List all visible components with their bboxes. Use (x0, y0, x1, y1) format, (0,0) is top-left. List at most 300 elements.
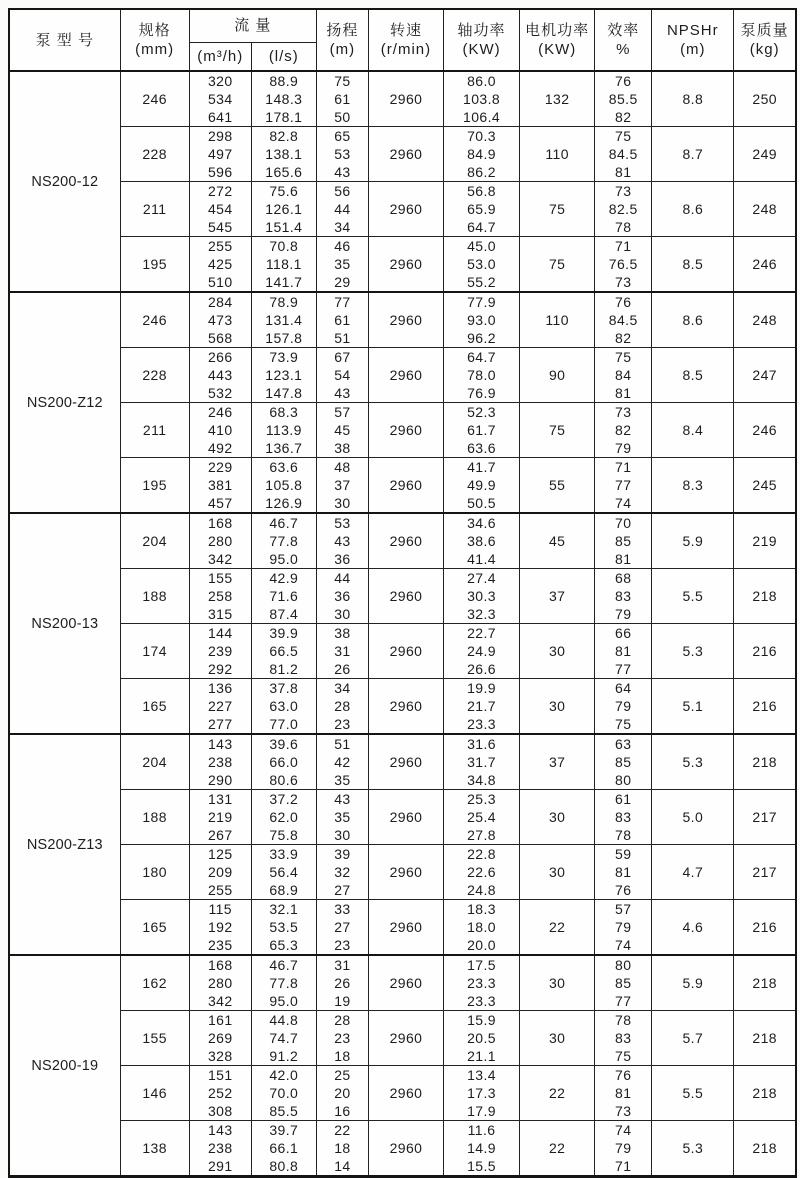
value-line: 267 (207, 827, 233, 843)
value-line: 59 (615, 846, 632, 862)
flow-m3h-cell (189, 513, 251, 569)
motor-power-cell: 22 (520, 900, 595, 956)
motor-power-cell: 110 (520, 292, 595, 348)
value-line: 147.8 (265, 385, 303, 401)
value-line: 26 (334, 661, 351, 677)
speed-cell: 2960 (368, 900, 443, 956)
value-line: 492 (207, 440, 233, 456)
value-line: 71 (615, 238, 632, 254)
value-line: 79 (615, 440, 632, 456)
value-line: 290 (207, 772, 233, 788)
value-line: 71.6 (269, 588, 299, 604)
motor-power-cell: 22 (520, 1066, 595, 1121)
speed-cell: 2960 (368, 569, 443, 624)
mass-cell: 218 (734, 955, 796, 1011)
value-line: 85 (615, 975, 632, 991)
spec-row (9, 127, 796, 182)
value-line: 64.7 (467, 349, 496, 365)
value-line: 136 (207, 680, 233, 696)
motor-power-cell: 132 (520, 71, 595, 127)
value-line: 76 (615, 294, 632, 310)
spec-cell: 204 (120, 734, 189, 790)
mass-cell: 250 (734, 71, 796, 127)
value-line: 17.3 (467, 1085, 496, 1101)
speed-cell: 2960 (368, 1066, 443, 1121)
motor-power-cell: 75 (520, 237, 595, 293)
spec-row (9, 71, 796, 127)
efficiency-cell (595, 403, 652, 458)
flow-m3h-cell (189, 900, 251, 956)
col-header-shaft-power (444, 9, 520, 71)
shaft-power-cell (444, 1066, 520, 1121)
value-line: 43 (334, 164, 351, 180)
value-line: 14.9 (467, 1140, 496, 1156)
value-line: 27.4 (467, 570, 496, 586)
flow-ls-cell (251, 348, 316, 403)
value-line: 80.8 (269, 1158, 299, 1174)
flow-ls-cell (251, 71, 316, 127)
value-line: 74.7 (269, 1030, 299, 1046)
value-line: 44 (334, 570, 351, 586)
speed-cell: 2960 (368, 348, 443, 403)
flow-m3h-cell (189, 1066, 251, 1121)
value-line: 43 (334, 385, 351, 401)
value-line: 35 (334, 772, 351, 788)
value-line: 246 (207, 404, 233, 420)
value-line: 65.9 (467, 201, 496, 217)
value-line: 168 (207, 957, 233, 973)
flow-ls-cell (251, 900, 316, 956)
value-line: 70.0 (269, 1085, 299, 1101)
value-line: 31.6 (467, 736, 496, 752)
spec-row (9, 624, 796, 679)
value-line: 43 (334, 533, 351, 549)
npshr-cell: 8.6 (652, 182, 734, 237)
motor-power-cell: 110 (520, 127, 595, 182)
value-line: 50 (334, 109, 351, 125)
value-line: 115 (208, 901, 232, 917)
efficiency-cell (595, 348, 652, 403)
shaft-power-cell (444, 624, 520, 679)
col-header-spec (120, 9, 189, 71)
value-line: 61 (334, 91, 351, 107)
value-line: 22.8 (467, 846, 496, 862)
value-line: 85 (615, 754, 632, 770)
value-line: 75.8 (269, 827, 299, 843)
value-line: 75 (615, 128, 632, 144)
npshr-cell: 8.3 (652, 458, 734, 514)
spec-row (9, 734, 796, 790)
value-line: 67 (334, 349, 351, 365)
value-line: 82 (615, 422, 632, 438)
value-line: 31 (334, 957, 351, 973)
pump-spec-sheet (8, 8, 797, 1178)
value-line: 20.5 (467, 1030, 496, 1046)
value-line: 292 (207, 661, 233, 677)
head-cell (316, 513, 368, 569)
shaft-power-cell (444, 127, 520, 182)
mass-cell: 216 (734, 624, 796, 679)
value-line: 77 (615, 477, 632, 493)
flow-ls-cell (251, 734, 316, 790)
value-line: 192 (207, 919, 233, 935)
value-line: 73.9 (269, 349, 299, 365)
head-cell (316, 292, 368, 348)
value-line: 81 (615, 551, 632, 567)
value-line: 96.2 (467, 330, 496, 346)
value-line: 82.8 (269, 128, 299, 144)
efficiency-cell (595, 1011, 652, 1066)
efficiency-cell (595, 71, 652, 127)
efficiency-cell (595, 1066, 652, 1121)
value-line: 144 (207, 625, 233, 641)
spec-cell: 162 (120, 955, 189, 1011)
value-line: 454 (207, 201, 233, 217)
flow-m3h-cell (189, 1121, 251, 1177)
value-line: 73 (615, 404, 632, 420)
value-line: 23 (334, 716, 351, 732)
spec-cell: 188 (120, 569, 189, 624)
value-line: 280 (207, 533, 233, 549)
spec-cell: 165 (120, 900, 189, 956)
value-line: 596 (207, 164, 233, 180)
value-line: 68.9 (269, 882, 299, 898)
value-line: 70 (615, 515, 632, 531)
value-line: 91.2 (269, 1048, 299, 1064)
header-line: (KW) (538, 41, 577, 58)
value-line: 77.9 (467, 294, 496, 310)
header-line: (m) (680, 41, 706, 58)
value-line: 238 (207, 1140, 233, 1156)
spec-row (9, 348, 796, 403)
spec-row (9, 237, 796, 293)
head-cell (316, 624, 368, 679)
value-line: 23 (334, 1030, 351, 1046)
header-line: % (616, 41, 631, 58)
value-line: 53.5 (269, 919, 299, 935)
value-line: 280 (207, 975, 233, 991)
head-cell (316, 679, 368, 735)
value-line: 425 (207, 256, 233, 272)
value-line: 81 (615, 385, 632, 401)
motor-power-cell: 75 (520, 182, 595, 237)
value-line: 23.3 (467, 975, 496, 991)
value-line: 53 (334, 146, 351, 162)
table-body (9, 71, 796, 1177)
value-line: 342 (207, 993, 233, 1009)
shaft-power-cell (444, 900, 520, 956)
value-line: 53.0 (467, 256, 496, 272)
value-line: 21.7 (467, 698, 496, 714)
value-line: 81 (615, 643, 632, 659)
mass-cell: 217 (734, 790, 796, 845)
head-cell (316, 955, 368, 1011)
value-line: 87.4 (269, 606, 299, 622)
mass-cell: 248 (734, 182, 796, 237)
flow-ls-cell (251, 845, 316, 900)
value-line: 86.0 (467, 73, 496, 89)
value-line: 19 (334, 993, 351, 1009)
value-line: 73 (615, 183, 632, 199)
value-line: 25.4 (467, 809, 496, 825)
value-line: 77.0 (269, 716, 299, 732)
value-line: 70.8 (269, 238, 299, 254)
pump-model-cell: NS200-Z13 (9, 734, 120, 955)
col-header-flow-ls: (l/s) (251, 42, 316, 71)
efficiency-cell (595, 237, 652, 293)
value-line: 45 (334, 422, 351, 438)
value-line: 62.0 (269, 809, 299, 825)
flow-m3h-cell (189, 845, 251, 900)
speed-cell: 2960 (368, 845, 443, 900)
value-line: 39.6 (269, 736, 299, 752)
spec-row (9, 900, 796, 956)
value-line: 81 (615, 1085, 632, 1101)
value-line: 38 (334, 440, 351, 456)
head-cell (316, 900, 368, 956)
mass-cell: 218 (734, 1066, 796, 1121)
value-line: 73 (615, 1103, 632, 1119)
value-line: 532 (207, 385, 233, 401)
value-line: 18 (334, 1140, 351, 1156)
motor-power-cell: 55 (520, 458, 595, 514)
efficiency-cell (595, 845, 652, 900)
flow-m3h-cell (189, 403, 251, 458)
value-line: 28 (334, 698, 351, 714)
flow-m3h-cell (189, 127, 251, 182)
value-line: 165.6 (265, 164, 303, 180)
spec-cell: 146 (120, 1066, 189, 1121)
value-line: 65.3 (269, 937, 299, 953)
value-line: 28 (334, 1012, 351, 1028)
value-line: 56 (334, 183, 351, 199)
flow-m3h-cell (189, 1011, 251, 1066)
value-line: 161 (207, 1012, 233, 1028)
value-line: 66.0 (269, 754, 299, 770)
shaft-power-cell (444, 403, 520, 458)
npshr-cell: 8.8 (652, 71, 734, 127)
head-cell (316, 127, 368, 182)
efficiency-cell (595, 679, 652, 735)
shaft-power-cell (444, 1121, 520, 1177)
value-line: 68 (615, 570, 632, 586)
value-line: 83 (615, 588, 632, 604)
value-line: 64 (615, 680, 632, 696)
header-line: 效率 (607, 22, 640, 39)
value-line: 30 (334, 827, 351, 843)
value-line: 32 (334, 864, 351, 880)
value-line: 39.9 (269, 625, 299, 641)
value-line: 227 (207, 698, 233, 714)
mass-cell: 218 (734, 1121, 796, 1177)
flow-m3h-cell (189, 790, 251, 845)
speed-cell: 2960 (368, 71, 443, 127)
value-line: 66.1 (269, 1140, 299, 1156)
value-line: 26.6 (467, 661, 496, 677)
value-line: 23.3 (467, 993, 496, 1009)
value-line: 22 (334, 1122, 351, 1138)
value-line: 52.3 (467, 404, 496, 420)
flow-m3h-cell (189, 182, 251, 237)
flow-ls-cell (251, 292, 316, 348)
value-line: 75 (334, 73, 351, 89)
flow-ls-cell (251, 679, 316, 735)
value-line: 26 (334, 975, 351, 991)
col-header-flow-m3h: (m³/h) (189, 42, 251, 71)
value-line: 20 (334, 1085, 351, 1101)
value-line: 61 (615, 791, 632, 807)
npshr-cell: 4.7 (652, 845, 734, 900)
value-line: 534 (207, 91, 233, 107)
header-line: NPSHr (666, 22, 719, 39)
value-line: 328 (207, 1048, 233, 1064)
value-line: 61.7 (467, 422, 496, 438)
head-cell (316, 790, 368, 845)
value-line: 74 (615, 937, 632, 953)
shaft-power-cell (444, 348, 520, 403)
pump-spec-table (8, 8, 797, 1178)
header-line: 轴功率 (457, 22, 506, 39)
spec-row (9, 790, 796, 845)
value-line: 17.9 (467, 1103, 496, 1119)
value-line: 272 (207, 183, 233, 199)
value-line: 568 (207, 330, 233, 346)
value-line: 143 (207, 736, 233, 752)
value-line: 73 (615, 274, 632, 290)
value-line: 71 (615, 459, 632, 475)
value-line: 168 (207, 515, 233, 531)
spec-row (9, 458, 796, 514)
value-line: 497 (207, 146, 233, 162)
value-line: 84.5 (608, 146, 638, 162)
shaft-power-cell (444, 1011, 520, 1066)
value-line: 255 (207, 882, 233, 898)
value-line: 46.7 (269, 957, 299, 973)
value-line: 65 (334, 128, 351, 144)
value-line: 77 (615, 661, 632, 677)
flow-ls-cell (251, 624, 316, 679)
value-line: 76 (615, 73, 632, 89)
value-line: 82.5 (608, 201, 638, 217)
shaft-power-cell (444, 790, 520, 845)
value-line: 23 (334, 937, 351, 953)
value-line: 298 (207, 128, 233, 144)
value-line: 155 (207, 570, 233, 586)
value-line: 229 (207, 459, 233, 475)
value-line: 308 (207, 1103, 233, 1119)
value-line: 138.1 (265, 146, 303, 162)
mass-cell: 219 (734, 513, 796, 569)
value-line: 239 (207, 643, 233, 659)
value-line: 19.9 (467, 680, 496, 696)
npshr-cell: 5.1 (652, 679, 734, 735)
head-cell (316, 237, 368, 293)
value-line: 75 (615, 1048, 632, 1064)
npshr-cell: 4.6 (652, 900, 734, 956)
value-line: 284 (207, 294, 233, 310)
motor-power-cell: 75 (520, 403, 595, 458)
head-cell (316, 569, 368, 624)
header-line: 电机功率 (525, 22, 590, 39)
npshr-cell: 8.7 (652, 127, 734, 182)
value-line: 55.2 (467, 274, 496, 290)
spec-row (9, 182, 796, 237)
value-line: 75 (615, 349, 632, 365)
value-line: 68.3 (269, 404, 299, 420)
value-line: 78 (615, 1012, 632, 1028)
spec-row (9, 679, 796, 735)
header-line: 扬程 (326, 22, 359, 39)
spec-cell: 204 (120, 513, 189, 569)
npshr-cell: 8.6 (652, 292, 734, 348)
spec-cell: 165 (120, 679, 189, 735)
value-line: 473 (207, 312, 233, 328)
col-header-pump-mass (734, 9, 796, 71)
value-line: 29 (334, 274, 351, 290)
speed-cell: 2960 (368, 182, 443, 237)
mass-cell: 217 (734, 845, 796, 900)
pump-model-cell: NS200-12 (9, 71, 120, 292)
value-line: 235 (207, 937, 233, 953)
mass-cell: 218 (734, 734, 796, 790)
head-cell (316, 403, 368, 458)
spec-cell: 188 (120, 790, 189, 845)
spec-row (9, 403, 796, 458)
speed-cell: 2960 (368, 237, 443, 293)
value-line: 77 (334, 294, 351, 310)
value-line: 95.0 (269, 551, 299, 567)
shaft-power-cell (444, 845, 520, 900)
value-line: 37.2 (269, 791, 299, 807)
flow-ls-cell (251, 513, 316, 569)
value-line: 39 (334, 846, 351, 862)
motor-power-cell: 30 (520, 624, 595, 679)
value-line: 41.4 (467, 551, 496, 567)
value-line: 30 (334, 495, 351, 511)
value-line: 24.9 (467, 643, 496, 659)
value-line: 66.5 (269, 643, 299, 659)
npshr-cell: 5.7 (652, 1011, 734, 1066)
pump-model-cell: NS200-Z12 (9, 292, 120, 513)
value-line: 178.1 (265, 109, 303, 125)
head-cell (316, 71, 368, 127)
value-line: 79 (615, 698, 632, 714)
efficiency-cell (595, 569, 652, 624)
motor-power-cell: 22 (520, 1121, 595, 1177)
value-line: 70.3 (467, 128, 496, 144)
value-line: 79 (615, 606, 632, 622)
flow-m3h-cell (189, 734, 251, 790)
value-line: 457 (207, 495, 233, 511)
flow-ls-cell (251, 1066, 316, 1121)
value-line: 93.0 (467, 312, 496, 328)
value-line: 85.5 (269, 1103, 299, 1119)
value-line: 103.8 (463, 91, 501, 107)
shaft-power-cell (444, 679, 520, 735)
speed-cell: 2960 (368, 458, 443, 514)
value-line: 148.3 (265, 91, 303, 107)
efficiency-cell (595, 292, 652, 348)
npshr-cell: 5.3 (652, 624, 734, 679)
pump-model-cell: NS200-19 (9, 955, 120, 1177)
value-line: 49.9 (467, 477, 496, 493)
header-line: 泵质量 (740, 22, 789, 39)
value-line: 18.0 (467, 919, 496, 935)
shaft-power-cell (444, 955, 520, 1011)
value-line: 53 (334, 515, 351, 531)
shaft-power-cell (444, 569, 520, 624)
motor-power-cell: 30 (520, 1011, 595, 1066)
